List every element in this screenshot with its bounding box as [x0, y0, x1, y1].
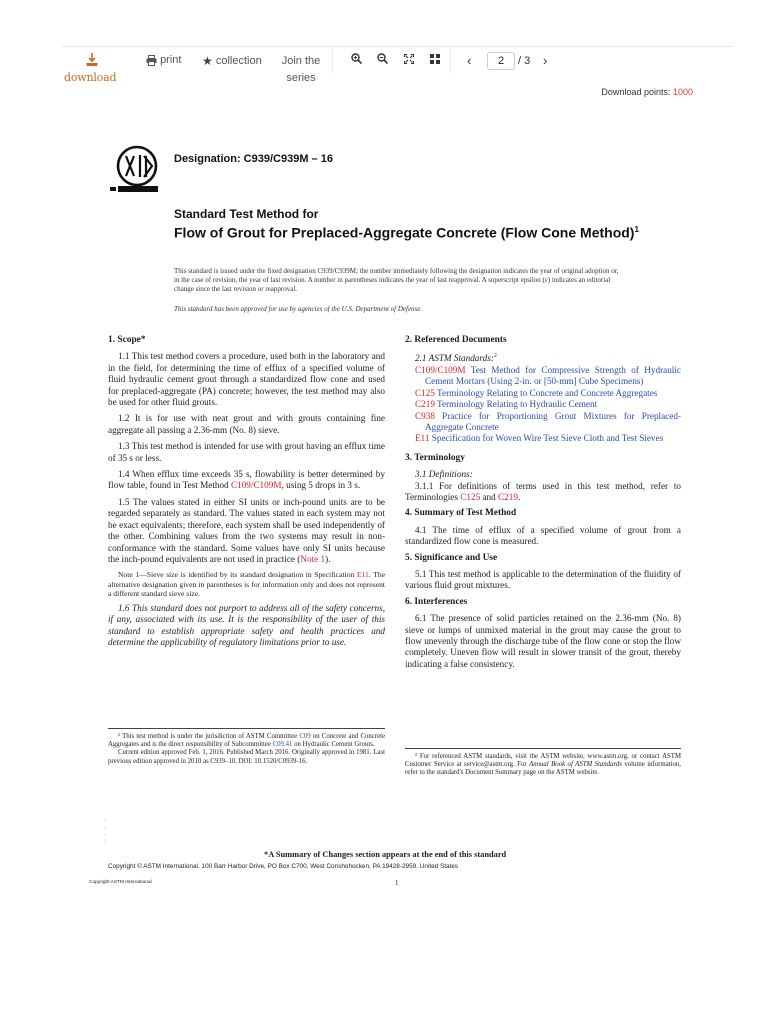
- collection-button[interactable]: [202, 54, 262, 68]
- paragraph: [405, 351, 681, 364]
- section-heading: 4. Summary of Test Method: [405, 508, 517, 519]
- paragraph-text: 2.1 ASTM Standards:: [415, 353, 494, 364]
- chevron-right-icon: ›: [543, 53, 548, 68]
- summary-notice: *A Summary of Changes section appears at the end of this standard: [264, 850, 507, 859]
- paragraph-text: and: [480, 491, 499, 502]
- footnote-2: [405, 748, 681, 778]
- dod-approval-text: This standard has been approved for use by agencies of the U.S. Department of Defense.: [174, 305, 423, 313]
- join-series-button[interactable]: [280, 53, 322, 87]
- reference-code[interactable]: E11: [415, 433, 430, 444]
- next-page-button[interactable]: [543, 53, 547, 68]
- join-label-line1: Join the: [281, 55, 321, 67]
- fullscreen-button[interactable]: [401, 53, 417, 69]
- page-number: 1: [395, 879, 399, 887]
- footnote-text-part: ² For referenced ASTM standards, visit the ASTM website, www.astm.org, or contact ASTM Customer Service at service@astm.org. For: [405, 753, 681, 769]
- paragraph: 4.1 The time of efflux of a specified volume of grout from a standardized flow cone is measured.: [405, 524, 681, 547]
- zoom-in-button[interactable]: [348, 53, 364, 69]
- left-column: [108, 335, 385, 654]
- preface-text: This standard is issued under the fixed designation C939/C939M; the number immediately following the designation indicates the year of original adoption or, in the case of revision, the year of last revision. A number in parentheses indicates the year of last reapproval. A superscript epsilon (ε) indicates an editorial change since the last revision or reapproval.: [174, 267, 619, 293]
- paragraph: 1.2 It is for use with neat grout and with grouts containing fine aggregate all passing a 2.36-mm (No. 8) sieve.: [108, 413, 385, 435]
- title-footnote-marker: 1: [634, 225, 639, 234]
- designation: Designation: C939/C939M – 16: [174, 153, 333, 165]
- reference-item: [405, 399, 681, 410]
- right-column: [405, 335, 681, 675]
- reference-title[interactable]: Practice for Proportioning Grout Mixtures for Preplaced-Aggregate Concrete: [425, 410, 681, 432]
- section-heading: 5. Significance and Use: [405, 552, 498, 563]
- viewer-toolbar: [62, 46, 732, 88]
- section-heading: 1. Scope*: [108, 335, 146, 345]
- download-icon: [86, 53, 98, 67]
- reference-code[interactable]: C938: [415, 410, 435, 421]
- paragraph-text: 1.4 When efflux time exceeds 35 s, flowability is better determined by flow table, found in Test Method: [108, 469, 385, 491]
- footnote-marker: 2: [493, 353, 497, 360]
- grid-icon: [430, 54, 440, 64]
- reference-item: [405, 433, 681, 444]
- total-pages: / 3: [518, 55, 531, 67]
- reference-item: [405, 411, 681, 434]
- paragraph-text: .: [517, 491, 521, 502]
- reference-item: [405, 365, 681, 388]
- paragraph: 3.1 Definitions:: [415, 469, 473, 480]
- margin-marks: · · · ·: [104, 817, 107, 846]
- reference-code[interactable]: C125: [415, 387, 435, 398]
- toolbar-divider: [332, 47, 333, 73]
- paragraph: 5.1 This test method is applicable to the determination of the fluidity of various fluid grout mixtures.: [405, 568, 681, 591]
- download-points: [601, 87, 693, 97]
- printer-icon: [146, 55, 157, 66]
- paragraph-text: , using 5 drops in 3 s.: [281, 480, 361, 491]
- section-heading: 6. Interferences: [405, 596, 468, 607]
- note-link[interactable]: Note 1: [300, 553, 326, 564]
- paragraph: [108, 497, 385, 565]
- reference-title[interactable]: Terminology Relating to Concrete and Concrete Aggregates: [434, 387, 658, 398]
- footnote-text: [108, 733, 385, 749]
- print-label: print: [160, 54, 182, 66]
- paragraph-text: 3.1.1 For definitions of terms used in this test method, refer to Terminologies: [405, 480, 681, 502]
- reference-link[interactable]: E11: [356, 570, 369, 580]
- reference-title[interactable]: Terminology Relating to Hydraulic Cement: [434, 399, 598, 410]
- footnote-text-part: ¹ This test method is under the jurisdiction of ASTM Committee: [118, 733, 300, 740]
- reference-code[interactable]: C109/C109M: [415, 364, 466, 375]
- paragraph: 1.1 This test method covers a procedure, used both in the laboratory and in the field, for determining the time of efflux of a specified volume of fluid hydraulic cement grout through a standardized flow cone and used for preplaced-aggregate (PA) concrete; however, the test method may also be used for other fluid grouts.: [108, 351, 385, 408]
- download-button[interactable]: [62, 47, 122, 87]
- footnote-text-part: Annual Book of ASTM Standards: [529, 761, 622, 769]
- previous-page-button[interactable]: [467, 53, 471, 68]
- astm-logo-icon: [108, 142, 170, 204]
- copyright-stamp: Copyright ASTM International: [89, 880, 152, 885]
- paragraph-text: 1.5 The values stated in either SI units or inch-pound units are to be regarded separately as standard. The values stated in each system may not be exact equivalents; therefore, each system shall be used independently of the other. Combining values from the two systems may result in non-conformance with the standard. Some values have only SI units because the inch-pound equivalents are not used in practice (: [108, 496, 385, 564]
- title-text: Flow of Grout for Preplaced-Aggregate Concrete (Flow Cone Method): [174, 224, 635, 241]
- footnote-text-part: volume information, refer to the standard's Document Summary page on the ASTM website.: [405, 761, 681, 777]
- paragraph-text: ).: [325, 553, 331, 564]
- chevron-left-icon: ‹: [467, 53, 472, 68]
- reference-code[interactable]: C219: [415, 399, 435, 410]
- toolbar-divider: [450, 47, 451, 73]
- grid-view-button[interactable]: [427, 53, 443, 69]
- page-number-input[interactable]: 2: [487, 52, 515, 70]
- note: [108, 570, 385, 598]
- paragraph: 1.6 This standard does not purport to address all of the safety concerns, if any, associated with its use. It is the responsibility of the user of this standard to establish appropriate safety and health practices and determine the applicability of regulatory limitations prior to use.: [108, 602, 385, 648]
- zoom-out-icon: [377, 53, 388, 64]
- document-title: [174, 221, 644, 242]
- section-heading: 3. Terminology: [405, 452, 465, 463]
- reference-link[interactable]: C219: [498, 491, 518, 502]
- title-prefix: Standard Test Method for: [174, 207, 319, 221]
- zoom-in-icon: [351, 53, 362, 64]
- copyright-line: Copyright © ASTM International, 100 Barr Harbor Drive, PO Box C700, West Conshohocken, PA 19428-2959. United States: [108, 863, 459, 870]
- paragraph: [405, 481, 681, 504]
- footnote-text-part: on Concrete and Concrete Aggregates and is the direct responsibility of Subcommittee: [108, 733, 385, 749]
- star-icon: ★: [202, 54, 213, 68]
- paragraph: [108, 469, 385, 492]
- reference-item: [405, 388, 681, 399]
- join-label-line2: series: [286, 72, 316, 84]
- footnote-text: [405, 753, 681, 778]
- reference-link[interactable]: C09: [299, 733, 311, 740]
- download-points-label: Download points:: [601, 87, 673, 97]
- note-text: Note 1—Sieve size is identified by its standard designation in Specification: [118, 570, 357, 580]
- zoom-out-button[interactable]: [374, 53, 390, 69]
- print-button[interactable]: [146, 54, 181, 66]
- reference-link[interactable]: C09.41: [272, 741, 293, 749]
- collection-label: collection: [215, 54, 262, 67]
- note-text: . The alternative designation given in parentheses is for information only and does not represent a different standard sieve size.: [108, 570, 385, 598]
- reference-link[interactable]: C109/C109M: [230, 480, 282, 491]
- fullscreen-icon: [404, 54, 414, 64]
- footnote-1: [108, 728, 385, 766]
- footnote-text-part: on Hydraulic Cement Grouts.: [292, 741, 375, 749]
- download-label: download: [64, 71, 117, 84]
- document-page: [78, 110, 688, 890]
- paragraph: 6.1 The presence of solid particles retained on the 2.36-mm (No. 8) sieve or lumps of unmixed material in the grout may cause the grout to flow unevenly through the discharge tube of the flow cone or stop the flow completely. Uneven flow will result in slower transit of the grout, thereby indicating a false consistency.: [405, 613, 681, 669]
- reference-title[interactable]: Specification for Woven Wire Test Sieve Cloth and Test Sieves: [429, 433, 664, 444]
- reference-title[interactable]: Test Method for Compressive Strength of Hydraulic Cement Mortars (Using 2-in. or [50-mm] Cube Specimens): [425, 364, 681, 387]
- section-heading: 2. Referenced Documents: [405, 335, 507, 345]
- download-points-value: 1000: [672, 87, 693, 97]
- paragraph: 1.3 This test method is intended for use with grout having an efflux time of 35 s or less.: [108, 441, 385, 463]
- reference-link[interactable]: C125: [460, 491, 481, 502]
- footnote-text: Current edition approved Feb. 1, 2016. Published March 2016. Originally approved in 1981. Last previous edition approved in 2010 as C939–10. DOI: 10.1520/C0939-16.: [108, 749, 385, 765]
